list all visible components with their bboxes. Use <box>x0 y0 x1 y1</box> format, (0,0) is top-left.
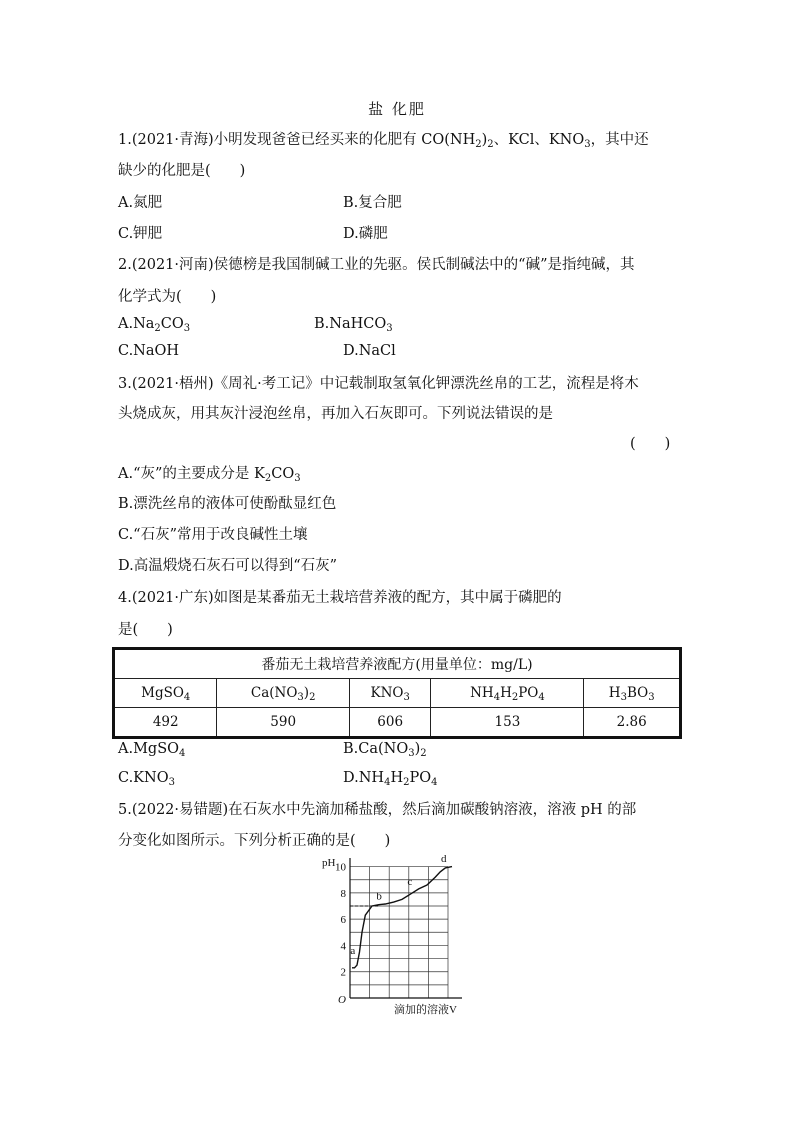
q1-stem-line2: 缺少的化肥是( ) <box>118 163 246 179</box>
q4-option-c[interactable]: $C.KNO_3$ <box>118 770 175 788</box>
header-h3bo3: $H_3BO_3$ <box>584 679 681 708</box>
q3-option-c[interactable]: C.“石灰”常用于改良碱性土壤 <box>118 527 308 543</box>
q2-stem-line2: 化学式为( ) <box>118 289 217 305</box>
point-label-a: a <box>350 945 356 957</box>
table-cell: 492 <box>114 708 217 738</box>
y-tick-label: 8 <box>340 887 346 900</box>
chart-grid <box>350 867 448 998</box>
point-label-d: d <box>441 852 447 865</box>
q4-option-b[interactable]: $B.Ca(NO_3)_2$ <box>343 741 427 759</box>
q2-option-b[interactable]: B.NaHCO$_3$ <box>314 316 393 334</box>
ph-chart <box>312 850 482 1020</box>
q4-option-a[interactable]: A.MgSO$_4$ <box>118 741 186 759</box>
y-axis-label: pH <box>322 857 336 869</box>
q1-option-b[interactable]: B.复合肥 <box>343 195 402 211</box>
page-title: 盐 化肥 <box>368 100 426 118</box>
q3-option-d[interactable]: D.高温煅烧石灰石可以得到“石灰” <box>118 558 338 574</box>
point-labels <box>350 853 447 957</box>
q3-stem-line2: 头烧成灰，用其灰汁浸泡丝帛，再加入石灰即可。下列说法错误的是 <box>118 406 553 422</box>
y-tick-labels <box>335 862 347 979</box>
table-cell: 606 <box>349 708 431 738</box>
table-cell: 2.86 <box>584 708 681 738</box>
header-cano32: $Ca(NO_3)_2$ <box>217 679 350 708</box>
q4-stem-line2: 是( ) <box>118 622 173 638</box>
q3-option-a[interactable]: A.“灰”的主要成分是 $K_2CO_3$ <box>118 466 301 484</box>
ph-curve <box>352 867 452 968</box>
header-nh4h2po4: $NH_4H_2PO_4$ <box>431 679 584 708</box>
q3-option-b[interactable]: B.漂洗丝帛的液体可使酚酞显红色 <box>118 496 337 512</box>
q4-stem-line1: 4.(2021·广东)如图是某番茄无土栽培营养液的配方，其中属于磷肥的 <box>118 590 562 606</box>
q1-stem-line1: 1.(2021·青海)小明发现爸爸已经买来的化肥有 $CO(NH_2)_2$、KCl、$KNO_3$，其中还 <box>118 132 649 150</box>
q4-option-d[interactable]: $D.NH_4H_2PO_4$ <box>343 770 438 788</box>
q5-stem-line2: 分变化如图所示。下列分析正确的是( ) <box>118 833 391 849</box>
y-tick-label: 2 <box>340 966 346 979</box>
header-mgso4: MgSO$_4$ <box>114 679 217 708</box>
q1-option-a[interactable]: A.氮肥 <box>118 195 163 211</box>
x-axis-label: 滴加的溶液V <box>394 1004 457 1016</box>
q2-option-a[interactable]: $A.Na_2CO_3$ <box>118 316 191 334</box>
origin-label: O <box>338 994 346 1006</box>
q2-option-c[interactable]: C.NaOH <box>118 343 180 359</box>
table-cell: 153 <box>431 708 584 738</box>
table-caption: 番茄无土栽培营养液配方(用量单位：mg/L) <box>114 649 681 679</box>
q3-answer-bracket: ( ) <box>630 436 671 452</box>
y-tick-label: 4 <box>340 940 346 953</box>
q2-stem-line1: 2.(2021·河南)侯德榜是我国制碱工业的先驱。侯氏制碱法中的“碱”是指纯碱，其 <box>118 257 635 273</box>
point-label-c: c <box>407 876 413 889</box>
q2-option-d[interactable]: D.NaCl <box>343 343 396 359</box>
table-cell: 590 <box>217 708 350 738</box>
point-label-b: b <box>376 890 382 903</box>
q1-option-c[interactable]: C.钾肥 <box>118 226 163 242</box>
y-tick-label: 6 <box>340 914 346 927</box>
q1-option-d[interactable]: D.磷肥 <box>343 226 388 242</box>
q5-stem-line1: 5.(2022·易错题)在石灰水中先滴加稀盐酸，然后滴加碳酸钠溶液，溶液 pH 的部 <box>118 802 637 818</box>
q3-stem-line1: 3.(2021·梧州)《周礼·考工记》中记载制取氢氧化钾漂洗丝帛的工艺，流程是将木 <box>118 376 639 392</box>
header-kno3: $KNO_3$ <box>349 679 431 708</box>
nutrient-table <box>112 647 682 739</box>
y-tick-label: 10 <box>335 861 346 874</box>
